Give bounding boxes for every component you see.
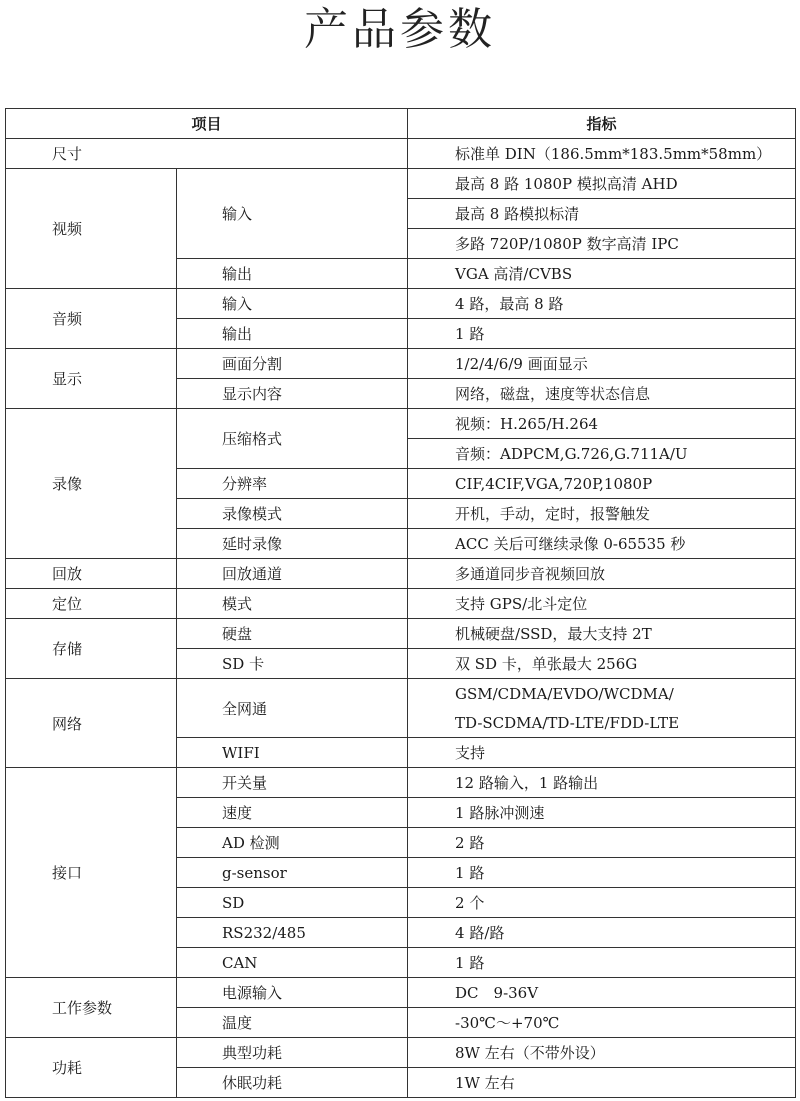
item-cell: 温度 bbox=[177, 1008, 408, 1038]
spec-cell: 支持 bbox=[408, 738, 796, 768]
item-cell: 输入 bbox=[177, 289, 408, 319]
spec-cell: 1 路 bbox=[408, 858, 796, 888]
item-cell: 输出 bbox=[177, 319, 408, 349]
category-cell: 显示 bbox=[6, 349, 177, 409]
table-row bbox=[6, 679, 796, 709]
item-cell: 模式 bbox=[177, 589, 408, 619]
spec-cell: 支持 GPS/北斗定位 bbox=[408, 589, 796, 619]
table-row bbox=[6, 169, 796, 199]
item-cell: SD 卡 bbox=[177, 649, 408, 679]
spec-cell: 网络，磁盘，速度等状态信息 bbox=[408, 379, 796, 409]
item-cell: 回放通道 bbox=[177, 559, 408, 589]
item-cell: 全网通 bbox=[177, 679, 408, 738]
spec-cell: 8W 左右（不带外设） bbox=[408, 1038, 796, 1068]
table-row bbox=[6, 559, 796, 589]
spec-cell: 双 SD 卡，单张最大 256G bbox=[408, 649, 796, 679]
spec-cell: 1 路 bbox=[408, 948, 796, 978]
spec-cell: 视频：H.265/H.264 bbox=[408, 409, 796, 439]
table-row bbox=[6, 349, 796, 379]
item-cell: AD 检测 bbox=[177, 828, 408, 858]
item-cell: CAN bbox=[177, 948, 408, 978]
category-cell: 回放 bbox=[6, 559, 177, 589]
spec-cell: -30℃～+70℃ bbox=[408, 1008, 796, 1038]
spec-cell: 4 路/路 bbox=[408, 918, 796, 948]
spec-cell: 多路 720P/1080P 数字高清 IPC bbox=[408, 229, 796, 259]
category-cell: 视频 bbox=[6, 169, 177, 289]
spec-cell: 2 路 bbox=[408, 828, 796, 858]
item-cell: 输出 bbox=[177, 259, 408, 289]
spec-cell: TD-SCDMA/TD-LTE/FDD-LTE bbox=[408, 708, 796, 738]
table-row bbox=[6, 589, 796, 619]
item-cell: 显示内容 bbox=[177, 379, 408, 409]
spec-cell: 4 路，最高 8 路 bbox=[408, 289, 796, 319]
table-row bbox=[6, 768, 796, 798]
item-cell: 输入 bbox=[177, 169, 408, 259]
table-row bbox=[6, 289, 796, 319]
spec-cell: 1 路 bbox=[408, 319, 796, 349]
table-row bbox=[6, 619, 796, 649]
spec-cell: 开机，手动，定时，报警触发 bbox=[408, 499, 796, 529]
category-cell: 尺寸 bbox=[6, 139, 408, 169]
spec-cell: 1/2/4/6/9 画面显示 bbox=[408, 349, 796, 379]
spec-cell: VGA 高清/CVBS bbox=[408, 259, 796, 289]
item-cell: 开关量 bbox=[177, 768, 408, 798]
table-row bbox=[6, 409, 796, 439]
table-row bbox=[6, 1038, 796, 1068]
spec-cell: 最高 8 路 1080P 模拟高清 AHD bbox=[408, 169, 796, 199]
item-cell: RS232/485 bbox=[177, 918, 408, 948]
item-cell: 压缩格式 bbox=[177, 409, 408, 469]
table-row bbox=[6, 978, 796, 1008]
header-spec: 指标 bbox=[408, 109, 796, 139]
spec-cell: 音频：ADPCM,G.726,G.711A/U bbox=[408, 439, 796, 469]
spec-cell: DC 9-36V bbox=[408, 978, 796, 1008]
category-cell: 存储 bbox=[6, 619, 177, 679]
item-cell: 典型功耗 bbox=[177, 1038, 408, 1068]
table-row bbox=[6, 139, 796, 169]
header-item: 项目 bbox=[6, 109, 408, 139]
page-title: 产品参数 bbox=[304, 4, 496, 55]
item-cell: 休眠功耗 bbox=[177, 1068, 408, 1098]
item-cell: WIFI bbox=[177, 738, 408, 768]
item-cell: 录像模式 bbox=[177, 499, 408, 529]
spec-cell: 机械硬盘/SSD，最大支持 2T bbox=[408, 619, 796, 649]
category-cell: 音频 bbox=[6, 289, 177, 349]
category-cell: 网络 bbox=[6, 679, 177, 768]
category-cell: 录像 bbox=[6, 409, 177, 559]
category-cell: 工作参数 bbox=[6, 978, 177, 1038]
spec-cell: 1 路脉冲测速 bbox=[408, 798, 796, 828]
item-cell: 分辨率 bbox=[177, 469, 408, 499]
spec-table bbox=[5, 108, 796, 1098]
item-cell: g-sensor bbox=[177, 858, 408, 888]
spec-cell: CIF,4CIF,VGA,720P,1080P bbox=[408, 469, 796, 499]
item-cell: 画面分割 bbox=[177, 349, 408, 379]
category-cell: 接口 bbox=[6, 768, 177, 978]
item-cell: SD bbox=[177, 888, 408, 918]
category-cell: 定位 bbox=[6, 589, 177, 619]
item-cell: 速度 bbox=[177, 798, 408, 828]
spec-cell: 12 路输入，1 路输出 bbox=[408, 768, 796, 798]
item-cell: 延时录像 bbox=[177, 529, 408, 559]
spec-cell: 多通道同步音视频回放 bbox=[408, 559, 796, 589]
category-cell: 功耗 bbox=[6, 1038, 177, 1098]
spec-cell: 1W 左右 bbox=[408, 1068, 796, 1098]
spec-cell: 标准单 DIN（186.5mm*183.5mm*58mm） bbox=[408, 139, 796, 169]
spec-cell: 最高 8 路模拟标清 bbox=[408, 199, 796, 229]
item-cell: 硬盘 bbox=[177, 619, 408, 649]
spec-cell: GSM/CDMA/EVDO/WCDMA/ bbox=[408, 679, 796, 709]
spec-cell: ACC 关后可继续录像 0-65535 秒 bbox=[408, 529, 796, 559]
table-header-row bbox=[6, 109, 796, 139]
spec-cell: 2 个 bbox=[408, 888, 796, 918]
item-cell: 电源输入 bbox=[177, 978, 408, 1008]
